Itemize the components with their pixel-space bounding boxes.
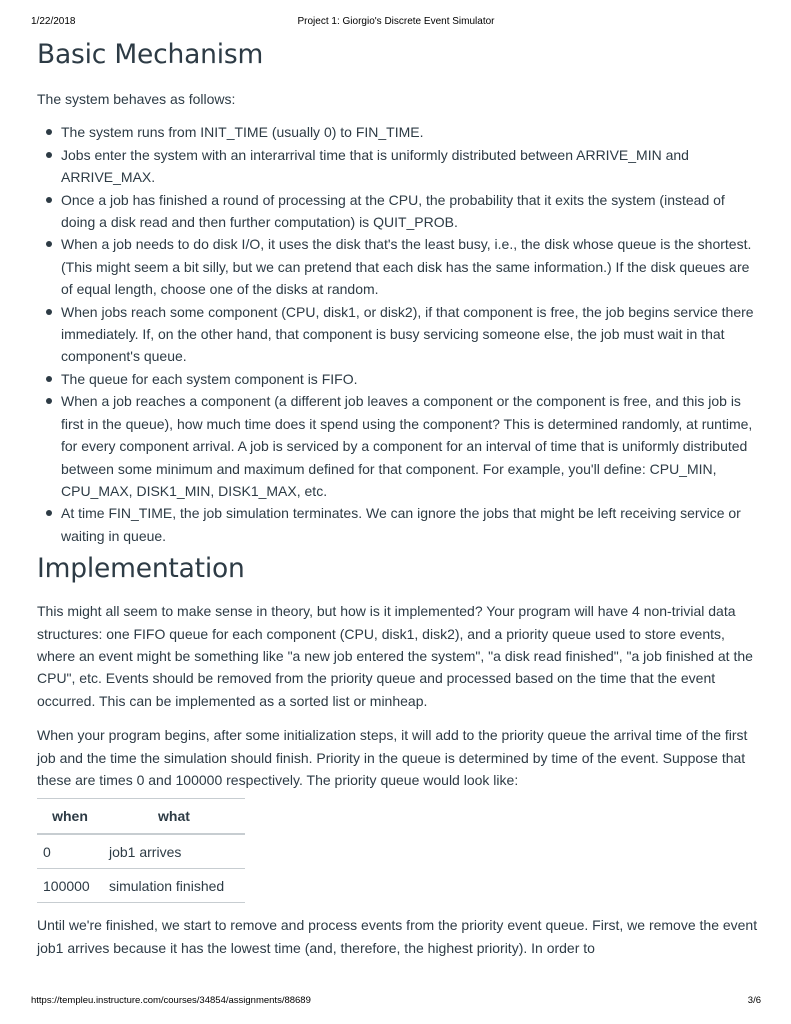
print-title: Project 1: Giorgio's Discrete Event Simulator — [297, 16, 495, 27]
table-cell-when: 100000 — [37, 869, 103, 903]
bullet-item: At time FIN_TIME, the job simulation terminates. We can ignore the jobs that might be left receiving service or waiting in queue. — [37, 502, 761, 547]
page-url: https://templeu.instructure.com/courses/34854/assignments/88689 — [31, 995, 311, 1006]
table-header-row — [37, 799, 245, 835]
priority-queue-table — [37, 798, 245, 903]
table-cell-what: simulation finished — [103, 869, 245, 903]
bullet-item: The queue for each system component is FIFO. — [37, 368, 761, 390]
basic-intro: The system behaves as follows: — [37, 91, 236, 107]
bullet-item: Once a job has finished a round of processing at the CPU, the probability that it exits the system (instead of doing a disk read and then further computation) is QUIT_PROB. — [37, 189, 761, 234]
page-number: 3/6 — [747, 995, 761, 1006]
print-footer — [31, 995, 761, 1009]
print-header — [31, 16, 761, 30]
table-header-when: when — [37, 799, 103, 835]
bullet-item: When a job needs to do disk I/O, it uses the disk that's the least busy, i.e., the disk whose queue is the shortest. (This might seem a bit silly, but we can pretend that each disk has the same information.) If the disk queues are of equal length, choose one of the disks at random. — [37, 233, 761, 300]
table-cell-when: 0 — [37, 834, 103, 869]
document-content — [37, 36, 761, 959]
bullet-item: When jobs reach some component (CPU, disk1, or disk2), if that component is free, the job begins service there immediately. If, on the other hand, that component is busy servicing someone else, the job must wait in that component's queue. — [37, 301, 761, 368]
table-row — [37, 834, 245, 869]
implementation-paragraph-2: When your program begins, after some initialization steps, it will add to the priority queue the arrival time of the first job and the time the simulation should finish. Priority in the queue is determined by time of the event. Suppose that these are times 0 and 100000 respectively. The priority queue would look like: — [37, 727, 748, 788]
bullet-item: Jobs enter the system with an interarrival time that is uniformly distributed between ARRIVE_MIN and ARRIVE_MAX. — [37, 144, 761, 189]
bullet-item: The system runs from INIT_TIME (usually 0) to FIN_TIME. — [37, 121, 761, 143]
table-row — [37, 869, 245, 903]
bullet-item: When a job reaches a component (a different job leaves a component or the component is free, and this job is first in the queue), how much time does it spend using the component? This is determined randomly, at runtime, for every component arrival. A job is serviced by a component for an interval of time that is uniformly distributed between some minimum and maximum defined for that component. For example, you'll define: CPU_MIN, CPU_MAX, DISK1_MIN, DISK1_MAX, etc. — [37, 390, 761, 502]
table-cell-what: job1 arrives — [103, 834, 245, 869]
table-header-what: what — [103, 799, 245, 835]
print-date: 1/22/2018 — [31, 16, 76, 27]
implementation-paragraph-1: This might all seem to make sense in theory, but how is it implemented? Your program will have 4 non-trivial data structures: one FIFO queue for each component (CPU, disk1, disk2), and a priority queue used to store events, where an event might be something like "a new job entered the system", "a disk read finished", "a job finished at the CPU", etc. Events should be removed from the priority queue and processed based on the time that the event occurred. This can be implemented as a sorted list or minheap. — [37, 603, 753, 709]
basic-bullet-list — [37, 121, 761, 547]
basic-mechanism-heading: Basic Mechanism — [37, 39, 264, 70]
implementation-heading: Implementation — [37, 553, 245, 585]
implementation-paragraph-3: Until we're finished, we start to remove and process events from the priority event queue. First, we remove the event job1 arrives because it has the lowest time (and, therefore, the highest priority). In order to — [37, 917, 758, 956]
